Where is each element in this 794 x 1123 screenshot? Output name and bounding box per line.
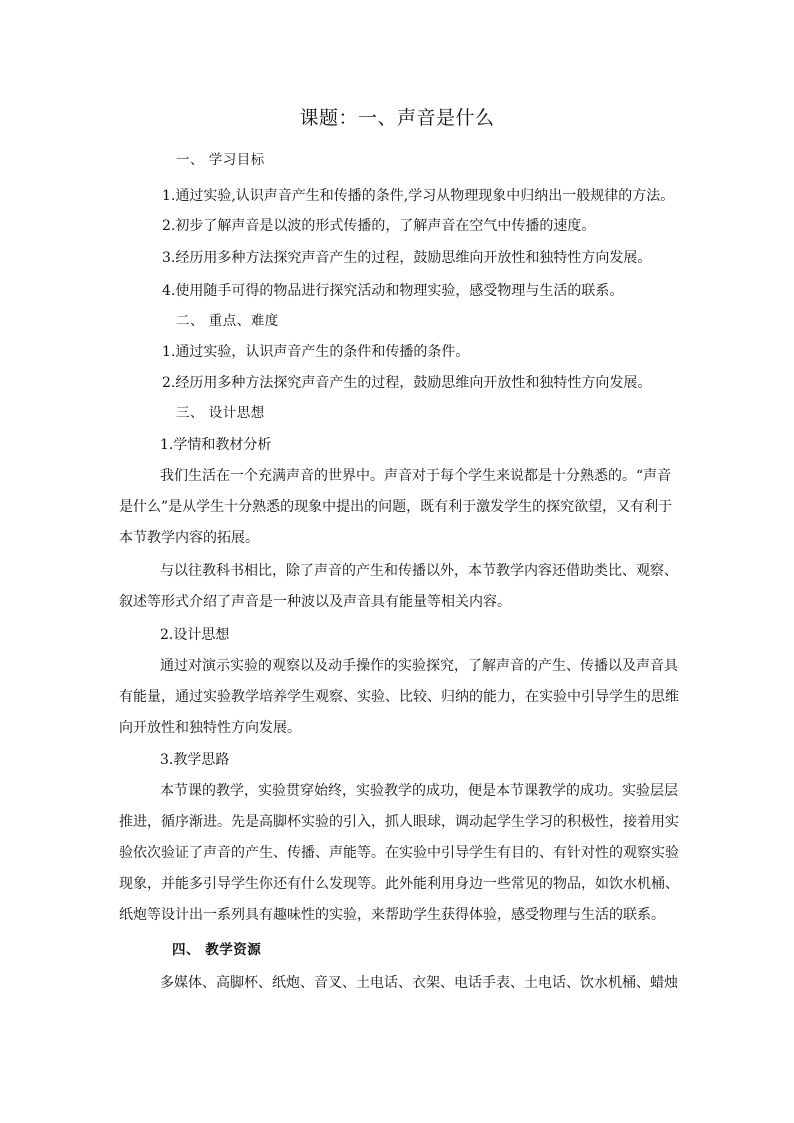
paragraph-line: 是什么”是从学生十分熟悉的现象中提出的问题，既有利于激发学生的探究欲望，又有利于: [119, 499, 673, 515]
goal-item: 2.初步了解声音是以波的形式传播的，了解声音在空气中传播的速度。: [162, 218, 596, 234]
paragraph-line: 现象，并能多引导学生你还有什么发现等。此外能利用身边一些常见的物品，如饮水机桶、: [119, 876, 679, 892]
paragraph-line: 我们生活在一个充满声音的世界中。声音对于每个学生来说都是十分熟悉的。“声音: [160, 468, 672, 484]
paragraph-line: 通过对演示实验的观察以及动手操作的实验探究，了解声音的产生、传播以及声音具: [160, 658, 678, 674]
goal-item: 1.通过实验,认识声音产生和传播的条件,学习从物理现象中归纳出一般规律的方法。: [162, 188, 675, 204]
paragraph-line: 推进，循序渐进。先是高脚杯实验的引入，抓人眼球，调动起学生学习的积极性，接着用实: [119, 814, 679, 830]
goal-item: 4.使用随手可得的物品进行探究活动和物理实验，感受物理与生活的联系。: [162, 283, 624, 299]
paragraph-line: 纸炮等设计出一系列具有趣味性的实验，来帮助学生获得体验，感受物理与生活的联系。: [119, 907, 665, 923]
goal-item: 3.经历用多种方法探究声音产生的过程，鼓励思维向开放性和独特性方向发展。: [162, 250, 652, 266]
paragraph-line: 本节教学内容的拓展。: [119, 530, 259, 546]
subsection-heading-analysis: 1.学情和教材分析: [160, 437, 272, 453]
paragraph-line: 验依次验证了声音的产生、传播、声能等。在实验中引导学生有目的、有针对性的观察实验: [119, 845, 679, 861]
key-point-item: 1.通过实验，认识声音产生的条件和传播的条件。: [162, 344, 470, 360]
paragraph-line: 向开放性和独特性方向发展。: [119, 720, 301, 736]
document-title: 课题：一、声音是什么: [299, 107, 495, 129]
paragraph-line: 本节课的教学，实验贯穿始终，实验教学的成功，便是本节课教学的成功。实验层层: [160, 783, 678, 799]
section-heading-resources: 四、 教学资源: [172, 942, 262, 958]
subsection-heading-design: 2.设计思想: [160, 627, 230, 643]
paragraph-line: 与以往教科书相比，除了声音的产生和传播以外，本节教学内容还借助类比、观察、: [160, 563, 678, 579]
section-heading-learning-goals: 一、 学习目标: [176, 152, 265, 168]
section-heading-key-points: 二、 重点、难度: [176, 313, 279, 329]
key-point-item: 2.经历用多种方法探究声音产生的过程，鼓励思维向开放性和独特性方向发展。: [162, 375, 652, 391]
subsection-heading-teaching-approach: 3.教学思路: [160, 752, 230, 768]
paragraph-line: 多媒体、高脚杯、纸炮、音叉、土电话、衣架、电话手表、土电话、饮水机桶、蜡烛: [160, 975, 678, 991]
paragraph-line: 有能量，通过实验教学培养学生观察、实验、比较、归纳的能力，在实验中引导学生的思维: [119, 689, 679, 705]
paragraph-line: 叙述等形式介绍了声音是一种波以及声音具有能量等相关内容。: [119, 594, 511, 610]
section-heading-design-ideas: 三、 设计思想: [176, 405, 265, 421]
